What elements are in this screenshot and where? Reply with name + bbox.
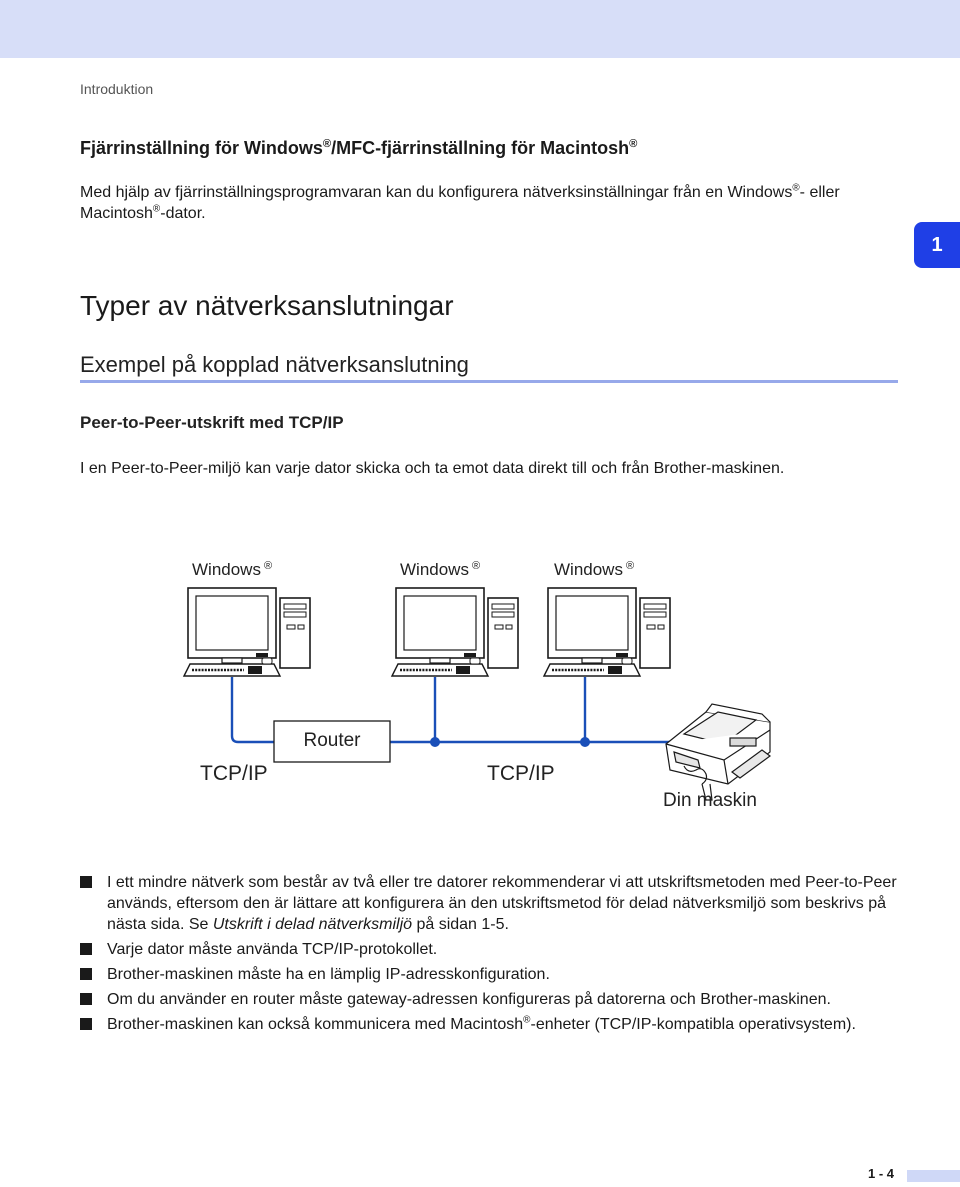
list-item: Brother-maskinen måste ha en lämplig IP-adresskonfiguration. — [80, 964, 900, 985]
junction-dot — [580, 737, 590, 747]
reg-mark: ® — [792, 182, 800, 194]
list-item: Varje dator måste använda TCP/IP-protokollet. — [80, 939, 900, 960]
router-label: Router — [303, 730, 361, 751]
bullet-square-icon — [80, 993, 92, 1005]
reg-mark: ® — [152, 203, 161, 215]
computer-label-2: Windows ® — [400, 560, 481, 579]
section-title-part1: Fjärrinställning för Windows — [80, 138, 323, 158]
body-paragraph: I en Peer-to-Peer-miljö kan varje dator skicka och ta emot data direkt till och från Brother-maskinen. — [80, 460, 785, 477]
computer-icon — [184, 588, 310, 676]
computer-label-3: Windows ® — [554, 560, 635, 579]
bullet-list — [80, 872, 900, 1039]
topic-heading: Peer-to-Peer-utskrift med TCP/IP — [80, 413, 344, 432]
page-number: 1 - 4 — [868, 1166, 895, 1181]
intro-text-2: - eller Macintosh — [80, 184, 840, 222]
mfc-machine-icon — [666, 704, 770, 800]
list-item: Brother-maskinen kan också kommunicera med Macintosh®-enheter (TCP/IP-kompatibla operativsystem). — [80, 1014, 900, 1035]
top-band — [0, 0, 960, 58]
heading-rule — [80, 380, 898, 383]
cross-reference-link[interactable]: Utskrift i delad nätverksmiljö — [212, 916, 413, 933]
bullet-square-icon — [80, 943, 92, 955]
intro-text-3: -dator. — [160, 205, 206, 222]
running-header: Introduktion — [80, 81, 154, 97]
reg-mark: ® — [523, 1014, 531, 1026]
section-title — [80, 138, 637, 159]
computer-icon — [392, 588, 518, 676]
section-title-part2: /MFC-fjärrinställning för Macintosh — [331, 138, 630, 158]
list-item: I ett mindre nätverk som består av två eller tre datorer rekommenderar vi att utskriftsmetoden med Peer-to-Peer används, eftersom den är lättare att konfigurera än den utskriftsmetod för delad nätverksmiljö som beskrivs på nästa sida. Se Utskrift i delad nätverksmiljö på sidan 1-5. — [80, 872, 900, 935]
reg-mark: ® — [629, 138, 638, 150]
bullet-square-icon — [80, 968, 92, 980]
chapter-heading: Typer av nätverksanslutningar — [80, 290, 454, 321]
chapter-tab[interactable]: 1 — [914, 222, 960, 268]
computer-icon — [544, 588, 670, 676]
tcpip-label-right: TCP/IP — [487, 762, 555, 785]
tcpip-label-left: TCP/IP — [200, 762, 268, 785]
bullet-square-icon — [80, 1018, 92, 1030]
network-diagram — [160, 540, 800, 830]
reg-mark: ® — [322, 138, 332, 150]
intro-text-1: Med hjälp av fjärrinställningsprogramvaran kan du konfigurera nätverksinställningar från en Windows — [80, 184, 793, 201]
bullet-square-icon — [80, 876, 92, 888]
computer-label-1: Windows ® — [192, 560, 273, 579]
list-item: Om du använder en router måste gateway-adressen konfigureras på datorerna och Brother-maskinen. — [80, 989, 900, 1010]
page-bar — [907, 1170, 960, 1182]
subsection-heading: Exempel på kopplad nätverksanslutning — [80, 352, 469, 377]
intro-paragraph — [80, 182, 910, 224]
machine-label: Din maskin — [663, 790, 757, 811]
junction-dot — [430, 737, 440, 747]
